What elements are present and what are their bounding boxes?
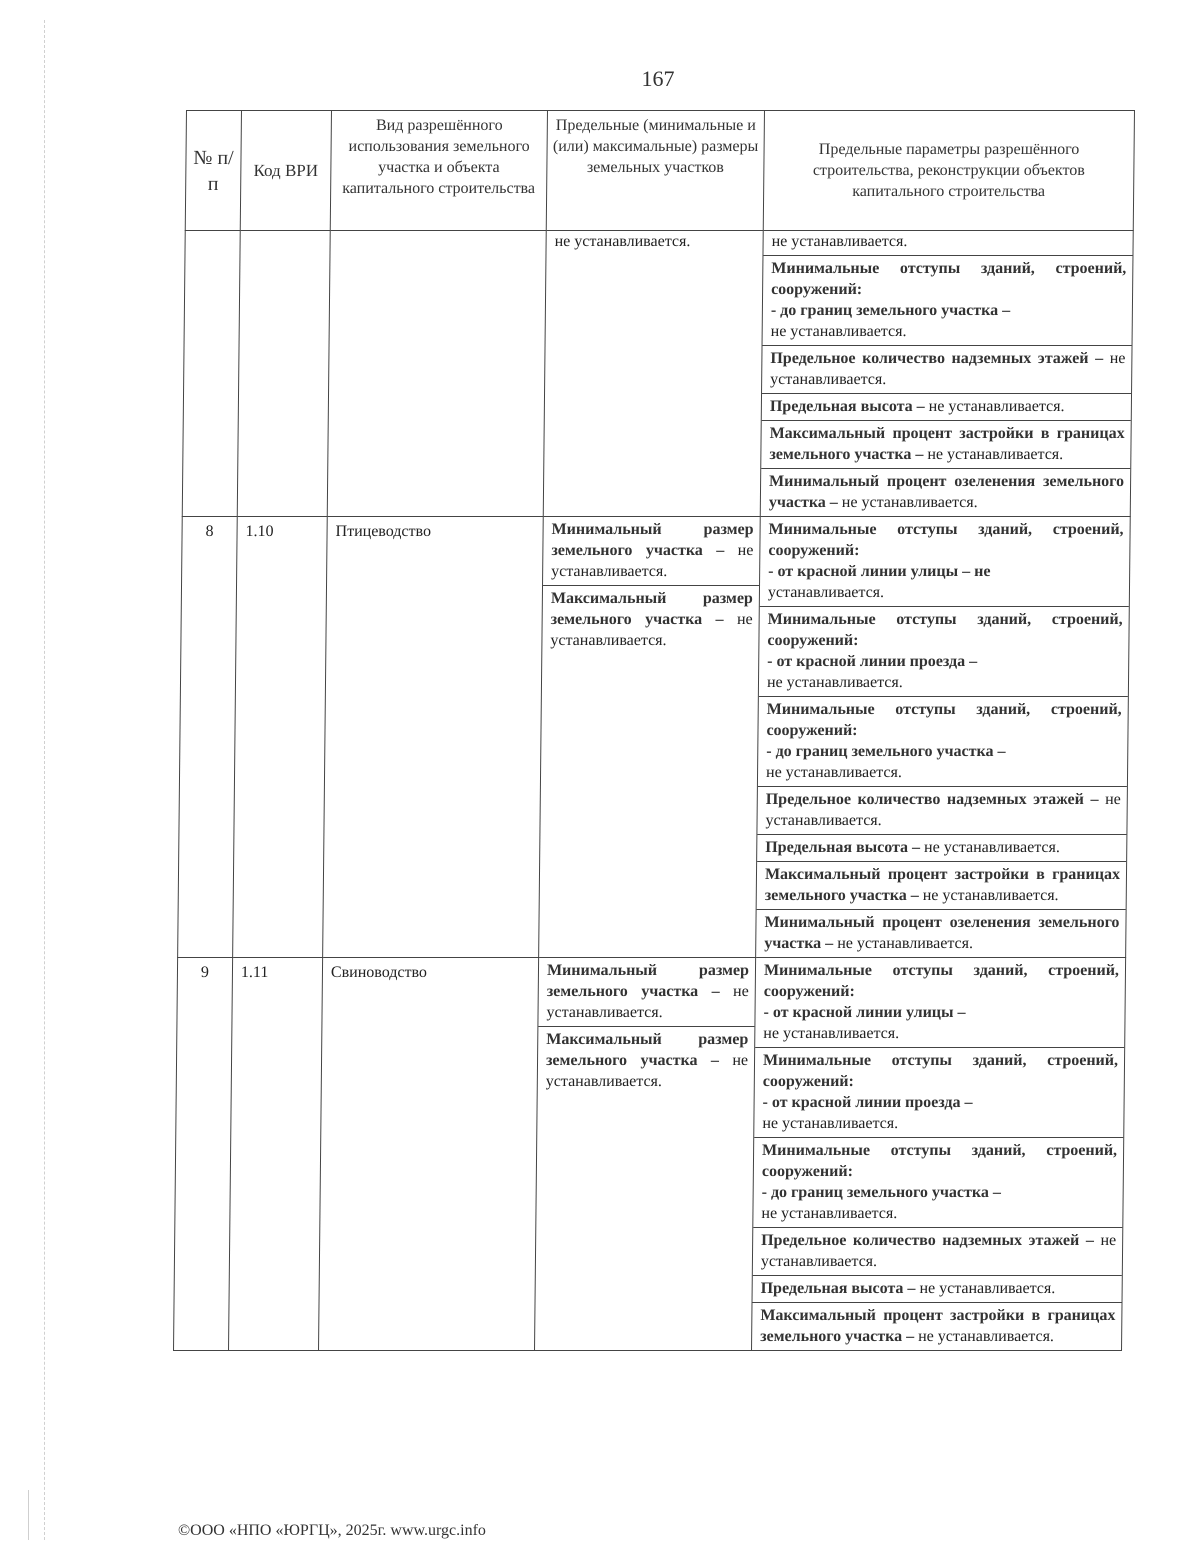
params-block-subline: - от красной линии проезда – xyxy=(762,1094,973,1111)
params-block-value: не устанавливается. xyxy=(766,674,903,691)
params-block-value: не устанавливается. xyxy=(918,1328,1055,1345)
cont-params-cell xyxy=(760,231,1133,517)
table-row xyxy=(178,517,1131,958)
plot-block-value: не устанавливается. xyxy=(551,542,754,580)
params-block-heading: Предельное количество надземных этажей – xyxy=(765,791,1099,808)
params-block-value: не устанавливается. xyxy=(762,1115,899,1132)
params-block-value: не устанавливается. xyxy=(922,887,1059,904)
cont-params-block-5 xyxy=(761,469,1130,516)
cont-params-block-2 xyxy=(762,346,1132,394)
params-block-heading: Минимальные отступы зданий, строений, сооружений: xyxy=(763,962,1120,1000)
plot-block-value: не устанавливается. xyxy=(545,1052,749,1090)
params-block-subline: - от красной линии проезда – xyxy=(767,653,978,670)
params-block-heading: Минимальные отступы зданий, строений, сооружений: xyxy=(768,521,1124,559)
row-num: 8 xyxy=(178,517,238,958)
cont-code-cell xyxy=(237,231,330,517)
params-block-5 xyxy=(752,1303,1121,1350)
plot-block-heading: Максимальный размер земельного участка – xyxy=(550,590,753,628)
header-params: Предельные параметры разрешённого строительства, реконструкции объектов капитального строительства xyxy=(763,111,1134,231)
params-block-4 xyxy=(753,1276,1122,1303)
regulations-table xyxy=(173,110,1135,1351)
header-num: № п/п xyxy=(185,111,241,231)
params-block-value: не устанавливается. xyxy=(763,1025,900,1042)
params-block-heading: Минимальный процент озеленения земельного участка – xyxy=(764,914,1120,952)
params-block-0 xyxy=(760,517,1130,607)
plot-block-value: не устанавливается. xyxy=(546,983,749,1021)
cont-plot-text: не устанавливается. xyxy=(554,233,691,250)
cont-params-block-value: не устанавливается. xyxy=(928,398,1065,415)
cont-params-block-value: не устанавливается. xyxy=(770,350,1126,388)
header-vri: Вид разрешённого использования земельного участка и объекта капитального строительства xyxy=(330,111,547,231)
footer-copyright: ©ООО «НПО «ЮРГЦ», 2025г. www.urgc.info xyxy=(178,1522,486,1539)
cont-params-block-4 xyxy=(761,421,1131,469)
params-block-subline: - от красной линии улицы – xyxy=(763,1004,966,1021)
params-block-heading: Минимальные отступы зданий, строений, сооружений: xyxy=(762,1052,1119,1090)
plot-block-heading: Минимальный размер земельного участка – xyxy=(546,962,750,1000)
plot-block-heading: Максимальный размер земельного участка – xyxy=(545,1031,749,1069)
cont-params-block-0 xyxy=(763,231,1132,256)
continuation-row xyxy=(182,231,1133,517)
table-row xyxy=(174,958,1126,1351)
header-plot-size: Предельные (минимальные и (или) максимальные) размеры земельных участков xyxy=(546,111,764,231)
params-block-heading: Предельная высота – xyxy=(760,1280,916,1297)
params-block-value: не устанавливается. xyxy=(837,935,974,952)
row-code: 1.11 xyxy=(229,958,323,1351)
params-block-subline: - до границ земельного участка – xyxy=(761,1184,1002,1201)
params-block-value: не устанавливается. xyxy=(919,1280,1056,1297)
cont-params-block-heading: Минимальный процент озеленения земельного участка – xyxy=(768,473,1125,511)
params-block-2 xyxy=(753,1138,1123,1228)
params-block-3 xyxy=(757,787,1127,835)
row-vri: Свиноводство xyxy=(319,958,539,1351)
page-number: 167 xyxy=(641,66,675,91)
cont-params-block-value: не устанавливается. xyxy=(841,494,978,511)
row-params-cell xyxy=(752,958,1126,1351)
cont-params-block-heading: Максимальный процент застройки в границах земельного участка – xyxy=(769,425,1125,463)
params-block-6 xyxy=(756,910,1125,957)
cont-plot-cell xyxy=(543,231,763,517)
params-block-value: не устанавливается. xyxy=(760,1232,1117,1270)
params-block-0 xyxy=(755,958,1125,1048)
params-block-heading: Максимальный процент застройки в границах земельного участка – xyxy=(760,1307,1116,1345)
params-block-1 xyxy=(759,607,1129,697)
params-block-heading: Минимальные отступы зданий, строений, сооружений: xyxy=(767,611,1123,649)
cont-params-block-3 xyxy=(762,394,1131,421)
row-plot-cell xyxy=(535,958,756,1351)
cont-num-cell xyxy=(182,231,240,517)
cont-params-block-heading: Предельная высота – xyxy=(769,398,925,415)
plot-block-1 xyxy=(542,586,759,654)
params-block-value: не устанавливается. xyxy=(924,839,1061,856)
row-vri: Птицеводство xyxy=(323,517,544,958)
params-block-value: не устанавливается. xyxy=(765,791,1121,829)
params-block-5 xyxy=(757,862,1127,910)
cont-vri-cell xyxy=(327,231,546,517)
params-block-3 xyxy=(753,1228,1123,1276)
params-block-subline: - от красной линии улицы – не xyxy=(768,563,991,580)
row-num: 9 xyxy=(174,958,233,1351)
cont-params-block-heading: Предельное количество надземных этажей – xyxy=(770,350,1104,367)
params-block-heading: Предельная высота – xyxy=(765,839,921,856)
plot-block-1 xyxy=(538,1027,755,1095)
params-block-heading: Предельное количество надземных этажей – xyxy=(761,1232,1094,1249)
params-block-value: не устанавливается. xyxy=(765,764,902,781)
plot-block-value: не устанавливается. xyxy=(550,611,753,649)
cont-params-block-value: не устанавливается. xyxy=(770,323,907,340)
params-block-subline: - до границ земельного участка – xyxy=(766,743,1006,760)
params-block-value: устанавливается. xyxy=(767,584,885,601)
params-block-value: не устанавливается. xyxy=(761,1205,898,1222)
scan-margin-mark xyxy=(28,1490,29,1540)
params-block-1 xyxy=(754,1048,1124,1138)
params-block-4 xyxy=(757,835,1126,862)
plot-block-0 xyxy=(538,958,755,1027)
plot-block-0 xyxy=(543,517,760,586)
plot-block-heading: Минимальный размер земельного участка – xyxy=(551,521,754,559)
params-block-heading: Минимальные отступы зданий, строений, сооружений: xyxy=(766,701,1122,739)
cont-params-block-value: не устанавливается. xyxy=(771,233,908,250)
row-plot-cell xyxy=(539,517,761,958)
header-code: Код ВРИ xyxy=(240,111,331,231)
row-code: 1.10 xyxy=(233,517,328,958)
scan-margin-line xyxy=(44,20,45,1540)
params-block-heading: Минимальные отступы зданий, строений, сооружений: xyxy=(761,1142,1118,1180)
params-block-2 xyxy=(758,697,1128,787)
cont-params-block-1 xyxy=(763,256,1133,346)
params-block-heading: Максимальный процент застройки в границах земельного участка – xyxy=(764,866,1121,904)
cont-params-block-subline: - до границ земельного участка – xyxy=(770,302,1011,319)
row-params-cell xyxy=(756,517,1131,958)
header-row xyxy=(185,111,1134,231)
cont-params-block-heading: Минимальные отступы зданий, строений, сооружений: xyxy=(771,260,1127,298)
cont-params-block-value: не устанавливается. xyxy=(927,446,1064,463)
